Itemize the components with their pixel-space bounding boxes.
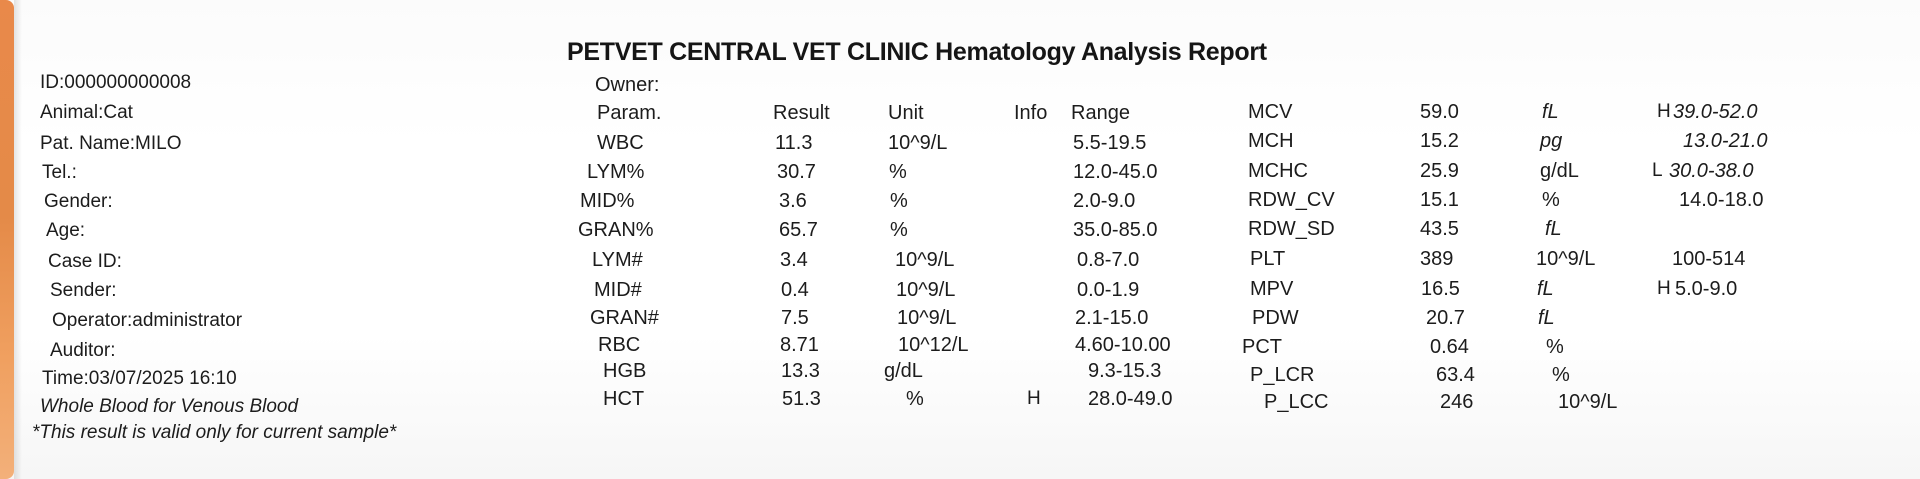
left-range-0: 5.5-19.5	[1073, 132, 1147, 154]
right-result-3: 15.1	[1420, 189, 1459, 211]
left-unit-7: 10^12/L	[898, 334, 969, 356]
right-result-5: 389	[1420, 248, 1454, 270]
left-result-1: 30.7	[777, 161, 816, 183]
left-range-3: 35.0-85.0	[1073, 219, 1158, 241]
left-param-8: HGB	[603, 360, 647, 382]
patient-field-6: Case ID:	[48, 251, 122, 272]
right-range-1: 13.0-21.0	[1683, 130, 1768, 152]
left-range-8: 9.3-15.3	[1088, 360, 1162, 382]
left-result-8: 13.3	[781, 360, 820, 382]
left-result-9: 51.3	[782, 388, 821, 410]
left-param-3: GRAN%	[578, 219, 654, 241]
column-header-result: Result	[773, 102, 830, 124]
left-param-5: MID#	[594, 279, 642, 301]
edge-shadow	[14, 0, 22, 479]
report-title: PETVET CENTRAL VET CLINIC Hematology Analysis Report	[567, 38, 1267, 66]
left-result-4: 3.4	[780, 249, 808, 271]
right-unit-2: g/dL	[1540, 160, 1579, 182]
patient-field-9: Auditor:	[50, 340, 116, 361]
right-flag-6: H	[1657, 278, 1671, 299]
right-result-10: 246	[1440, 391, 1474, 413]
right-range-5: 100-514	[1672, 248, 1746, 270]
left-unit-0: 10^9/L	[888, 132, 948, 154]
right-result-7: 20.7	[1426, 307, 1465, 329]
left-range-4: 0.8-7.0	[1077, 249, 1140, 271]
owner-label: Owner:	[595, 74, 660, 96]
column-header-info: Info	[1014, 102, 1048, 124]
left-unit-2: %	[890, 190, 908, 212]
left-result-2: 3.6	[779, 190, 807, 212]
patient-field-1: Animal:Cat	[40, 102, 133, 123]
right-unit-9: %	[1552, 364, 1570, 386]
right-result-4: 43.5	[1420, 218, 1459, 240]
right-unit-7: fL	[1538, 307, 1555, 329]
left-range-9: 28.0-49.0	[1088, 388, 1173, 410]
right-range-2: 30.0-38.0	[1669, 160, 1754, 182]
left-result-5: 0.4	[781, 279, 809, 301]
right-unit-5: 10^9/L	[1536, 248, 1596, 270]
left-result-7: 8.71	[780, 334, 819, 356]
right-param-3: RDW_CV	[1248, 189, 1335, 211]
right-unit-3: %	[1542, 189, 1560, 211]
left-range-7: 4.60-10.00	[1075, 334, 1171, 356]
right-param-0: MCV	[1248, 101, 1293, 123]
left-param-7: RBC	[598, 334, 641, 356]
left-param-0: WBC	[597, 132, 644, 154]
right-param-1: MCH	[1248, 130, 1294, 152]
right-unit-10: 10^9/L	[1558, 391, 1618, 413]
right-result-0: 59.0	[1420, 101, 1459, 123]
right-result-1: 15.2	[1420, 130, 1459, 152]
left-unit-4: 10^9/L	[895, 249, 955, 271]
left-param-9: HCT	[603, 388, 645, 410]
right-flag-0: H	[1657, 101, 1671, 122]
left-result-3: 65.7	[779, 219, 818, 241]
left-range-2: 2.0-9.0	[1073, 190, 1136, 212]
patient-field-0: ID:000000000008	[40, 72, 192, 93]
right-unit-0: fL	[1542, 101, 1559, 123]
left-result-6: 7.5	[781, 307, 809, 329]
right-param-5: PLT	[1250, 248, 1286, 270]
left-unit-6: 10^9/L	[897, 307, 957, 329]
left-unit-5: 10^9/L	[896, 279, 956, 301]
patient-field-3: Tel.:	[42, 162, 77, 183]
patient-field-8: Operator:administrator	[52, 310, 243, 331]
left-unit-3: %	[890, 219, 908, 241]
column-header-range: Range	[1071, 102, 1130, 124]
right-range-0: 39.0-52.0	[1673, 101, 1758, 123]
left-range-6: 2.1-15.0	[1075, 307, 1149, 329]
left-unit-8: g/dL	[884, 360, 923, 382]
right-unit-4: fL	[1545, 218, 1562, 240]
right-param-10: P_LCC	[1264, 391, 1329, 413]
left-param-2: MID%	[580, 190, 635, 212]
right-result-6: 16.5	[1421, 278, 1460, 300]
patient-field-12: *This result is valid only for current sample*	[32, 422, 397, 443]
left-unit-9: %	[906, 388, 924, 410]
right-result-9: 63.4	[1436, 364, 1475, 386]
right-param-7: PDW	[1252, 307, 1299, 329]
left-param-4: LYM#	[592, 249, 643, 271]
patient-field-2: Pat. Name:MILO	[40, 133, 182, 154]
left-result-0: 11.3	[775, 132, 813, 154]
left-range-5: 0.0-1.9	[1077, 279, 1140, 301]
patient-field-11: Whole Blood for Venous Blood	[40, 396, 299, 417]
right-param-9: P_LCR	[1250, 364, 1315, 386]
right-param-8: PCT	[1242, 336, 1282, 358]
patient-field-10: Time:03/07/2025 16:10	[42, 368, 237, 389]
patient-field-4: Gender:	[44, 191, 113, 212]
patient-field-5: Age:	[46, 220, 86, 241]
right-range-3: 14.0-18.0	[1679, 189, 1764, 211]
right-flag-2: L	[1652, 160, 1663, 181]
left-unit-1: %	[889, 161, 907, 183]
right-unit-6: fL	[1537, 278, 1554, 300]
patient-field-7: Sender:	[50, 280, 117, 301]
right-param-2: MCHC	[1248, 160, 1308, 182]
right-range-6: 5.0-9.0	[1675, 278, 1738, 300]
left-param-1: LYM%	[587, 161, 645, 183]
right-result-8: 0.64	[1430, 336, 1469, 358]
left-range-1: 12.0-45.0	[1073, 161, 1158, 183]
column-header-unit: Unit	[888, 102, 924, 124]
orange-edge	[0, 0, 14, 479]
right-unit-8: %	[1546, 336, 1564, 358]
right-param-4: RDW_SD	[1248, 218, 1335, 240]
right-result-2: 25.9	[1420, 160, 1459, 182]
right-unit-1: pg	[1540, 130, 1563, 152]
left-flag-9: H	[1027, 388, 1041, 409]
column-header-param: Param.	[597, 102, 662, 124]
right-param-6: MPV	[1250, 278, 1294, 300]
left-param-6: GRAN#	[590, 307, 659, 329]
